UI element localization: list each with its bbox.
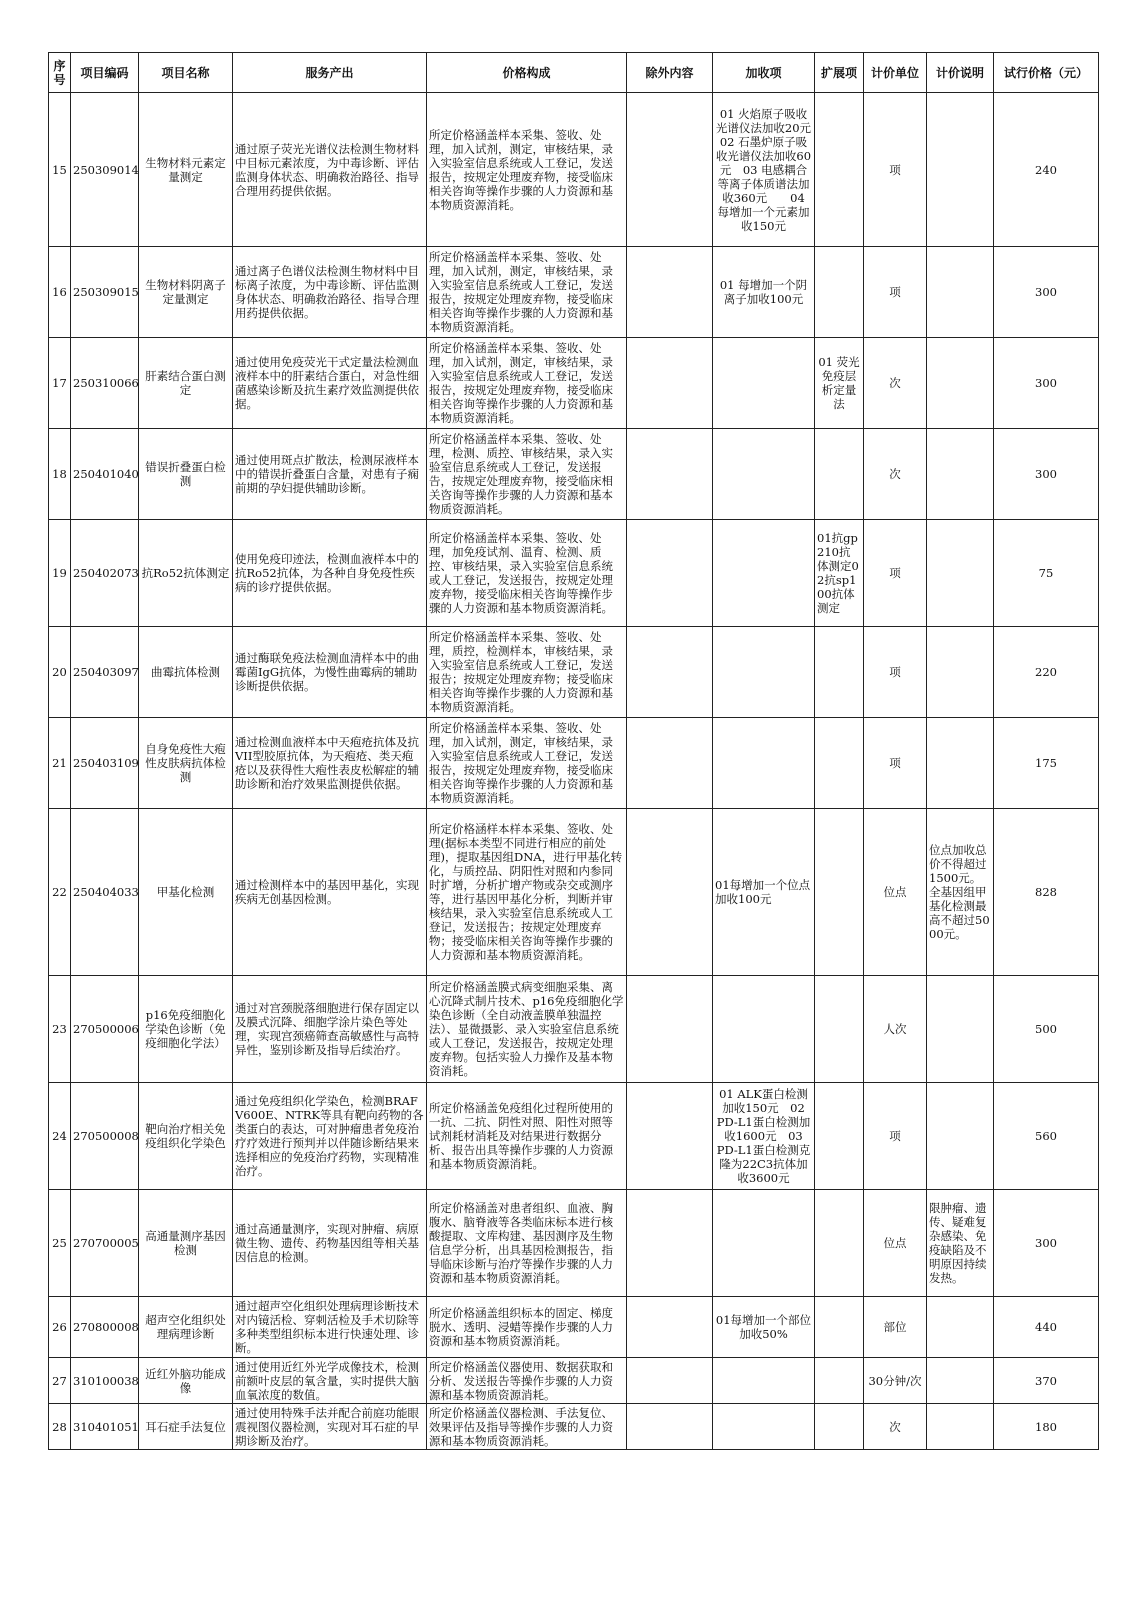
cell-composition: 所定价格涵盖仪器使用、数据获取和分析、发送报告等操作步骤的人力资源和基本物质资源消耗。 — [427, 1358, 627, 1404]
cell-name: 耳石症手法复位 — [139, 1404, 233, 1450]
table-row — [49, 338, 1099, 429]
cell-composition: 所定价格涵盖免疫组化过程所使用的一抗、二抗、阴性对照、阳性对照等试剂耗材消耗及对结果进行数据分析、报告出具等操作步骤的人力资源和基本物质资源消耗。 — [427, 1083, 627, 1190]
table-row — [49, 1404, 1099, 1450]
header-row — [49, 53, 1099, 93]
cell-extension — [815, 247, 864, 338]
cell-surcharge — [713, 1404, 815, 1450]
cell-code: 310401051 — [71, 1404, 139, 1450]
cell-price: 300 — [994, 1190, 1099, 1297]
cell-exclusion — [627, 338, 713, 429]
cell-extension — [815, 1358, 864, 1404]
cell-code: 270500008 — [71, 1083, 139, 1190]
cell-service: 通过酶联免疫法检测血清样本中的曲霉菌IgG抗体，为慢性曲霉病的辅助诊断提供依据。 — [233, 627, 427, 718]
cell-name: 错误折叠蛋白检测 — [139, 429, 233, 520]
price-table — [48, 52, 1099, 1450]
cell-note: 限肿瘤、遗传、疑难复杂感染、免疫缺陷及不明原因持续发热。 — [927, 1190, 994, 1297]
cell-extension — [815, 1190, 864, 1297]
cell-surcharge — [713, 429, 815, 520]
cell-surcharge — [713, 976, 815, 1083]
header-seq: 序号 — [49, 53, 71, 93]
cell-price: 220 — [994, 627, 1099, 718]
cell-name: 高通量测序基因检测 — [139, 1190, 233, 1297]
cell-exclusion — [627, 429, 713, 520]
cell-note — [927, 338, 994, 429]
cell-note — [927, 247, 994, 338]
cell-price: 75 — [994, 520, 1099, 627]
header-unit: 计价单位 — [864, 53, 927, 93]
cell-surcharge: 01每增加一个位点加收100元 — [713, 809, 815, 976]
cell-note — [927, 1083, 994, 1190]
cell-composition: 所定价格涵样本样本采集、签收、处理(据标本类型不同进行相应的前处理)，提取基因组DNA，进行甲基化转化，与质控品、阴阳性对照和内参同时扩增，分析扩增产物或杂交或测序等，进行基因甲基化分析，判断并审核结果，录入实验室信息系统或人工登记，发送报告；按规定处理废弃物；接受临床相关咨询等操作步骤的人力资源和基本物质资源消耗。 — [427, 809, 627, 976]
cell-exclusion — [627, 976, 713, 1083]
cell-composition: 所定价格涵盖样本采集、签收、处理，质控，检测样本，审核结果，录入实验室信息系统或人工登记，发送报告；按规定处理废弃物；接受临床相关咨询等操作步骤的人力资源和基本物质资源消耗。 — [427, 627, 627, 718]
cell-seq: 23 — [49, 976, 71, 1083]
cell-unit: 次 — [864, 1404, 927, 1450]
table-row — [49, 1297, 1099, 1358]
cell-seq: 28 — [49, 1404, 71, 1450]
cell-composition: 所定价格涵盖样本采集、签收、处理，加免疫试剂、温育、检测、质控、审核结果，录入实验室信息系统或人工登记，发送报告，按规定处理废弃物，接受临床相关咨询等操作步骤的人力资源和基本物质资源消耗。 — [427, 520, 627, 627]
cell-name: 近红外脑功能成像 — [139, 1358, 233, 1404]
cell-extension — [815, 1297, 864, 1358]
cell-exclusion — [627, 1083, 713, 1190]
cell-surcharge — [713, 1358, 815, 1404]
cell-note — [927, 976, 994, 1083]
cell-seq: 26 — [49, 1297, 71, 1358]
header-composition: 价格构成 — [427, 53, 627, 93]
cell-exclusion — [627, 627, 713, 718]
cell-code: 250309014 — [71, 93, 139, 247]
cell-code: 270500006 — [71, 976, 139, 1083]
cell-name: 超声空化组织处理病理诊断 — [139, 1297, 233, 1358]
cell-unit: 项 — [864, 520, 927, 627]
cell-service: 通过离子色谱仪法检测生物材料中目标离子浓度，为中毒诊断、评估监测身体状态、明确救治路径、指导合理用药提供依据。 — [233, 247, 427, 338]
cell-composition: 所定价格涵盖对患者组织、血液、胸腹水、脑脊液等各类临床标本进行核酸提取、文库构建、基因测序及生物信息学分析，出具基因检测报告，指导临床诊断与治疗等操作步骤的人力资源和基本物质资源消耗。 — [427, 1190, 627, 1297]
cell-unit: 30分钟/次 — [864, 1358, 927, 1404]
cell-service: 通过使用斑点扩散法，检测尿液样本中的错误折叠蛋白含量，对患有子痫前期的孕妇提供辅助诊断。 — [233, 429, 427, 520]
header-name: 项目名称 — [139, 53, 233, 93]
cell-surcharge — [713, 1190, 815, 1297]
cell-note — [927, 718, 994, 809]
cell-service: 通过原子荧光光谱仪法检测生物材料中目标元素浓度，为中毒诊断、评估监测身体状态、明确救治路径、指导合理用药提供依据。 — [233, 93, 427, 247]
cell-extension — [815, 93, 864, 247]
cell-seq: 19 — [49, 520, 71, 627]
cell-unit: 项 — [864, 247, 927, 338]
cell-name: 曲霉抗体检测 — [139, 627, 233, 718]
table-row — [49, 429, 1099, 520]
cell-composition: 所定价格涵盖膜式病变细胞采集、离心沉降式制片技术、p16免疫细胞化学染色诊断（全自动液盖膜单独温控法）、显微摄影、录入实验室信息系统或人工登记，发送报告，按规定处理废弃物。包括实验人力操作及基本物资消耗。 — [427, 976, 627, 1083]
cell-service: 通过使用免疫荧光干式定量法检测血液样本中的肝素结合蛋白，对急性细菌感染诊断及抗生素疗效监测提供依据。 — [233, 338, 427, 429]
cell-seq: 18 — [49, 429, 71, 520]
cell-price: 300 — [994, 338, 1099, 429]
cell-price: 370 — [994, 1358, 1099, 1404]
cell-service: 通过使用近红外光学成像技术，检测前额叶皮层的氧含量，实时提供大脑血氧浓度的数值。 — [233, 1358, 427, 1404]
cell-name: 靶向治疗相关免疫组织化学染色 — [139, 1083, 233, 1190]
cell-surcharge: 01每增加一个部位加收50% — [713, 1297, 815, 1358]
cell-exclusion — [627, 247, 713, 338]
cell-unit: 位点 — [864, 809, 927, 976]
cell-extension — [815, 627, 864, 718]
cell-name: p16免疫细胞化学染色诊断（免疫细胞化学法） — [139, 976, 233, 1083]
cell-price: 180 — [994, 1404, 1099, 1450]
cell-unit: 次 — [864, 338, 927, 429]
cell-code: 250404033 — [71, 809, 139, 976]
cell-surcharge — [713, 520, 815, 627]
cell-surcharge: 01 火焰原子吸收光谱仪法加收20元 02 石墨炉原子吸收光谱仪法加收60元 03 电感耦合等离子体质谱法加收360元 04 每增加一个元素加收150元 — [713, 93, 815, 247]
cell-unit: 项 — [864, 93, 927, 247]
cell-composition: 所定价格涵盖样本采集、签收、处理，加入试剂，测定，审核结果，录入实验室信息系统或人工登记，发送报告，按规定处理废弃物，接受临床相关咨询等操作步骤的人力资源和基本物质资源消耗。 — [427, 247, 627, 338]
cell-code: 310100038 — [71, 1358, 139, 1404]
cell-seq: 17 — [49, 338, 71, 429]
cell-extension: 01抗gp210抗体测定02抗sp100抗体测定 — [815, 520, 864, 627]
cell-name: 自身免疫性大疱性皮肤病抗体检测 — [139, 718, 233, 809]
cell-service: 使用免疫印迹法，检测血液样本中的抗Ro52抗体，为各种自身免疫性疾病的诊疗提供依据。 — [233, 520, 427, 627]
cell-price: 440 — [994, 1297, 1099, 1358]
table-row — [49, 627, 1099, 718]
cell-service: 通过使用特殊手法并配合前庭功能眼震视图仪器检测，实现对耳石症的早期诊断及治疗。 — [233, 1404, 427, 1450]
cell-composition: 所定价格涵盖样本采集、签收、处理，加入试剂，测定，审核结果，录入实验室信息系统或人工登记，发送报告，按规定处理废弃物，接受临床相关咨询等操作步骤的人力资源和基本物质资源消耗。 — [427, 338, 627, 429]
cell-note — [927, 627, 994, 718]
cell-unit: 位点 — [864, 1190, 927, 1297]
cell-price: 240 — [994, 93, 1099, 247]
header-extension: 扩展项 — [815, 53, 864, 93]
cell-name: 肝素结合蛋白测定 — [139, 338, 233, 429]
cell-composition: 所定价格涵盖样本采集、签收、处理，检测、质控、审核结果，录入实验室信息系统或人工登记，发送报告，按规定处理废弃物，接受临床相关咨询等操作步骤的人力资源和基本物质资源消耗。 — [427, 429, 627, 520]
cell-unit: 人次 — [864, 976, 927, 1083]
cell-service: 通过检测样本中的基因甲基化，实现疾病无创基因检测。 — [233, 809, 427, 976]
cell-extension — [815, 718, 864, 809]
cell-unit: 项 — [864, 718, 927, 809]
cell-surcharge: 01 每增加一个阴离子加收100元 — [713, 247, 815, 338]
cell-seq: 27 — [49, 1358, 71, 1404]
cell-code: 270700005 — [71, 1190, 139, 1297]
cell-exclusion — [627, 809, 713, 976]
cell-seq: 24 — [49, 1083, 71, 1190]
cell-unit: 部位 — [864, 1297, 927, 1358]
cell-note — [927, 1297, 994, 1358]
cell-unit: 项 — [864, 1083, 927, 1190]
table-row — [49, 809, 1099, 976]
cell-price: 828 — [994, 809, 1099, 976]
cell-price: 500 — [994, 976, 1099, 1083]
cell-code: 250401040 — [71, 429, 139, 520]
cell-exclusion — [627, 718, 713, 809]
cell-composition: 所定价格涵盖组织标本的固定、梯度脱水、透明、浸蜡等操作步骤的人力资源和基本物质资源消耗。 — [427, 1297, 627, 1358]
cell-service: 通过超声空化组织处理病理诊断技术对内镜活检、穿刺活检及手术切除等多种类型组织标本进行快速处理、诊断。 — [233, 1297, 427, 1358]
cell-price: 175 — [994, 718, 1099, 809]
cell-note: 位点加收总价不得超过1500元。全基因组甲基化检测最高不超过5000元。 — [927, 809, 994, 976]
cell-exclusion — [627, 1297, 713, 1358]
cell-extension — [815, 976, 864, 1083]
cell-surcharge — [713, 627, 815, 718]
cell-unit: 次 — [864, 429, 927, 520]
cell-exclusion — [627, 1358, 713, 1404]
cell-extension — [815, 1083, 864, 1190]
cell-note — [927, 429, 994, 520]
cell-seq: 25 — [49, 1190, 71, 1297]
cell-composition: 所定价格涵盖样本采集、签收、处理，加入试剂，测定，审核结果，录入实验室信息系统或人工登记，发送报告，按规定处理废弃物，接受临床相关咨询等操作步骤的人力资源和基本物质资源消耗。 — [427, 93, 627, 247]
table-row — [49, 1190, 1099, 1297]
cell-composition: 所定价格涵盖样本采集、签收、处理，加入试剂，测定，审核结果，录入实验室信息系统或人工登记，发送报告，按规定处理废弃物，接受临床相关咨询等操作步骤的人力资源和基本物质资源消耗。 — [427, 718, 627, 809]
cell-extension — [815, 429, 864, 520]
table-row — [49, 1358, 1099, 1404]
header-exclusion: 除外内容 — [627, 53, 713, 93]
cell-seq: 16 — [49, 247, 71, 338]
table-row — [49, 93, 1099, 247]
cell-service: 通过高通量测序，实现对肿瘤、病原微生物、遗传、药物基因组等相关基因信息的检测。 — [233, 1190, 427, 1297]
cell-code: 250403109 — [71, 718, 139, 809]
header-note: 计价说明 — [927, 53, 994, 93]
cell-note — [927, 1358, 994, 1404]
cell-extension — [815, 1404, 864, 1450]
cell-note — [927, 520, 994, 627]
cell-name: 甲基化检测 — [139, 809, 233, 976]
cell-surcharge — [713, 718, 815, 809]
cell-seq: 22 — [49, 809, 71, 976]
cell-exclusion — [627, 1404, 713, 1450]
table-row — [49, 718, 1099, 809]
cell-name: 生物材料元素定量测定 — [139, 93, 233, 247]
cell-price: 300 — [994, 247, 1099, 338]
cell-composition: 所定价格涵盖仪器检测、手法复位、效果评估及指导等操作步骤的人力资源和基本物质资源消耗。 — [427, 1404, 627, 1450]
header-service: 服务产出 — [233, 53, 427, 93]
cell-service: 通过对宫颈脱落细胞进行保存固定以及膜式沉降、细胞学涂片染色等处理，实现宫颈癌筛查高敏感性与高特异性，鉴别诊断及指导后续治疗。 — [233, 976, 427, 1083]
cell-seq: 15 — [49, 93, 71, 247]
cell-service: 通过免疫组织化学染色，检测BRAF V600E、NTRK等具有靶向药物的各类蛋白的表达，可对肿瘤患者免疫治疗疗效进行预判并以伴随诊断结果来选择相应的免疫治疗药物，实现精准治疗。 — [233, 1083, 427, 1190]
cell-code: 250403097 — [71, 627, 139, 718]
cell-surcharge — [713, 338, 815, 429]
table-row — [49, 976, 1099, 1083]
cell-code: 250309015 — [71, 247, 139, 338]
cell-code: 270800008 — [71, 1297, 139, 1358]
cell-note — [927, 93, 994, 247]
cell-code: 250402073 — [71, 520, 139, 627]
cell-exclusion — [627, 93, 713, 247]
cell-extension: 01 荧光免疫层析定量法 — [815, 338, 864, 429]
header-price: 试行价格（元） — [994, 53, 1099, 93]
header-code: 项目编码 — [71, 53, 139, 93]
table-row — [49, 1083, 1099, 1190]
cell-extension — [815, 809, 864, 976]
cell-price: 300 — [994, 429, 1099, 520]
cell-surcharge: 01 ALK蛋白检测加收150元 02 PD-L1蛋白检测加收1600元 03 PD-L1蛋白检测克隆为22C3抗体加收3600元 — [713, 1083, 815, 1190]
cell-service: 通过检测血液样本中天疱疮抗体及抗VII型胶原抗体，为天疱疮、类天疱疮以及获得性大疱性表皮松解症的辅助诊断和治疗效果监测提供依据。 — [233, 718, 427, 809]
cell-unit: 项 — [864, 627, 927, 718]
cell-seq: 20 — [49, 627, 71, 718]
cell-exclusion — [627, 520, 713, 627]
cell-seq: 21 — [49, 718, 71, 809]
table-row — [49, 520, 1099, 627]
cell-price: 560 — [994, 1083, 1099, 1190]
cell-name: 抗Ro52抗体测定 — [139, 520, 233, 627]
cell-note — [927, 1404, 994, 1450]
table-row — [49, 247, 1099, 338]
cell-name: 生物材料阴离子定量测定 — [139, 247, 233, 338]
cell-code: 250310066 — [71, 338, 139, 429]
cell-exclusion — [627, 1190, 713, 1297]
header-surcharge: 加收项 — [713, 53, 815, 93]
